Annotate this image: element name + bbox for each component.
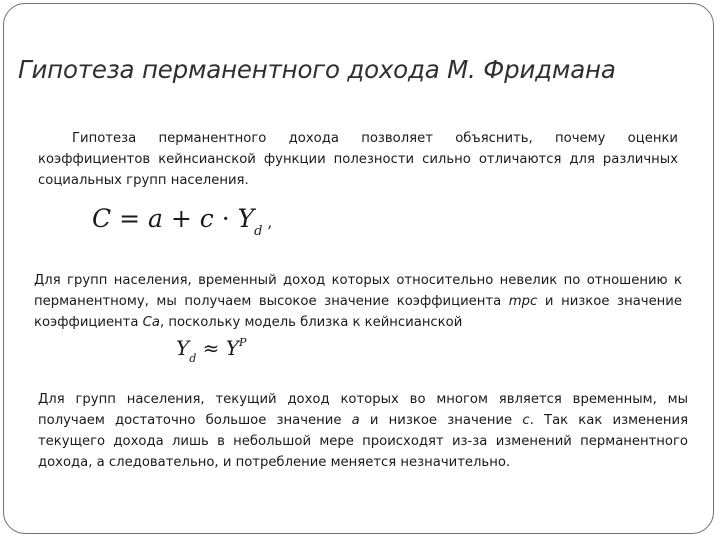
p2-text1: Для групп населения, временный доход которых относительно невелик по отношению к перманентному, мы получаем высокое значение коэффициента bbox=[34, 273, 682, 309]
p3-text2: и низкое значение bbox=[359, 413, 523, 428]
p3-text3: . Так как изменения текущего дохода лишь в небольшой мере происходят из-за изменений перманентного дохода, а следовательно, и потребление меняется незначительно. bbox=[38, 413, 689, 470]
formula2-approx: ≈ bbox=[202, 336, 220, 360]
p2-ca: Ca bbox=[142, 315, 160, 330]
formula-a: a bbox=[148, 204, 163, 233]
formula-plus: + bbox=[170, 204, 192, 233]
formula-subscript-d: d bbox=[254, 224, 263, 239]
formula-dot: · bbox=[221, 204, 230, 233]
formula-y: Y bbox=[237, 204, 255, 233]
formula-coef-c: c bbox=[199, 204, 214, 233]
p3-c: c bbox=[522, 413, 530, 428]
formula2-superscript-p: P bbox=[238, 336, 247, 349]
formula2-subscript-d: d bbox=[189, 352, 197, 365]
formula-c: C bbox=[92, 204, 112, 233]
income-approximation-formula bbox=[176, 336, 247, 365]
paragraph-low-temporary-income bbox=[34, 270, 682, 333]
formula-comma: , bbox=[267, 213, 273, 231]
p2-text2: и низкое значение коэффициента bbox=[34, 294, 682, 330]
slide-title: Гипотеза перманентного дохода М. Фридмана bbox=[18, 55, 616, 84]
formula2-y: Y bbox=[176, 336, 190, 360]
formula-equals: = bbox=[119, 204, 141, 233]
p3-text1: Для групп населения, текущий доход которых во многом является временным, мы получаем достаточно большое значение bbox=[38, 392, 688, 428]
p2-text3: , поскольку модель близка к кейнсианской bbox=[159, 315, 463, 330]
paragraph-intro: Гипотеза перманентного дохода позволяет объяснить, почему оценки коэффициентов кейнсианской функции полезности сильно отличаются для различных социальных групп населения. bbox=[38, 131, 678, 188]
consumption-function-formula bbox=[92, 204, 273, 239]
formula2-y-permanent: Y bbox=[225, 336, 239, 360]
paragraph-high-temporary-income bbox=[38, 389, 688, 473]
p3-a: a bbox=[351, 413, 360, 428]
p2-mpc: mpc bbox=[508, 294, 538, 309]
